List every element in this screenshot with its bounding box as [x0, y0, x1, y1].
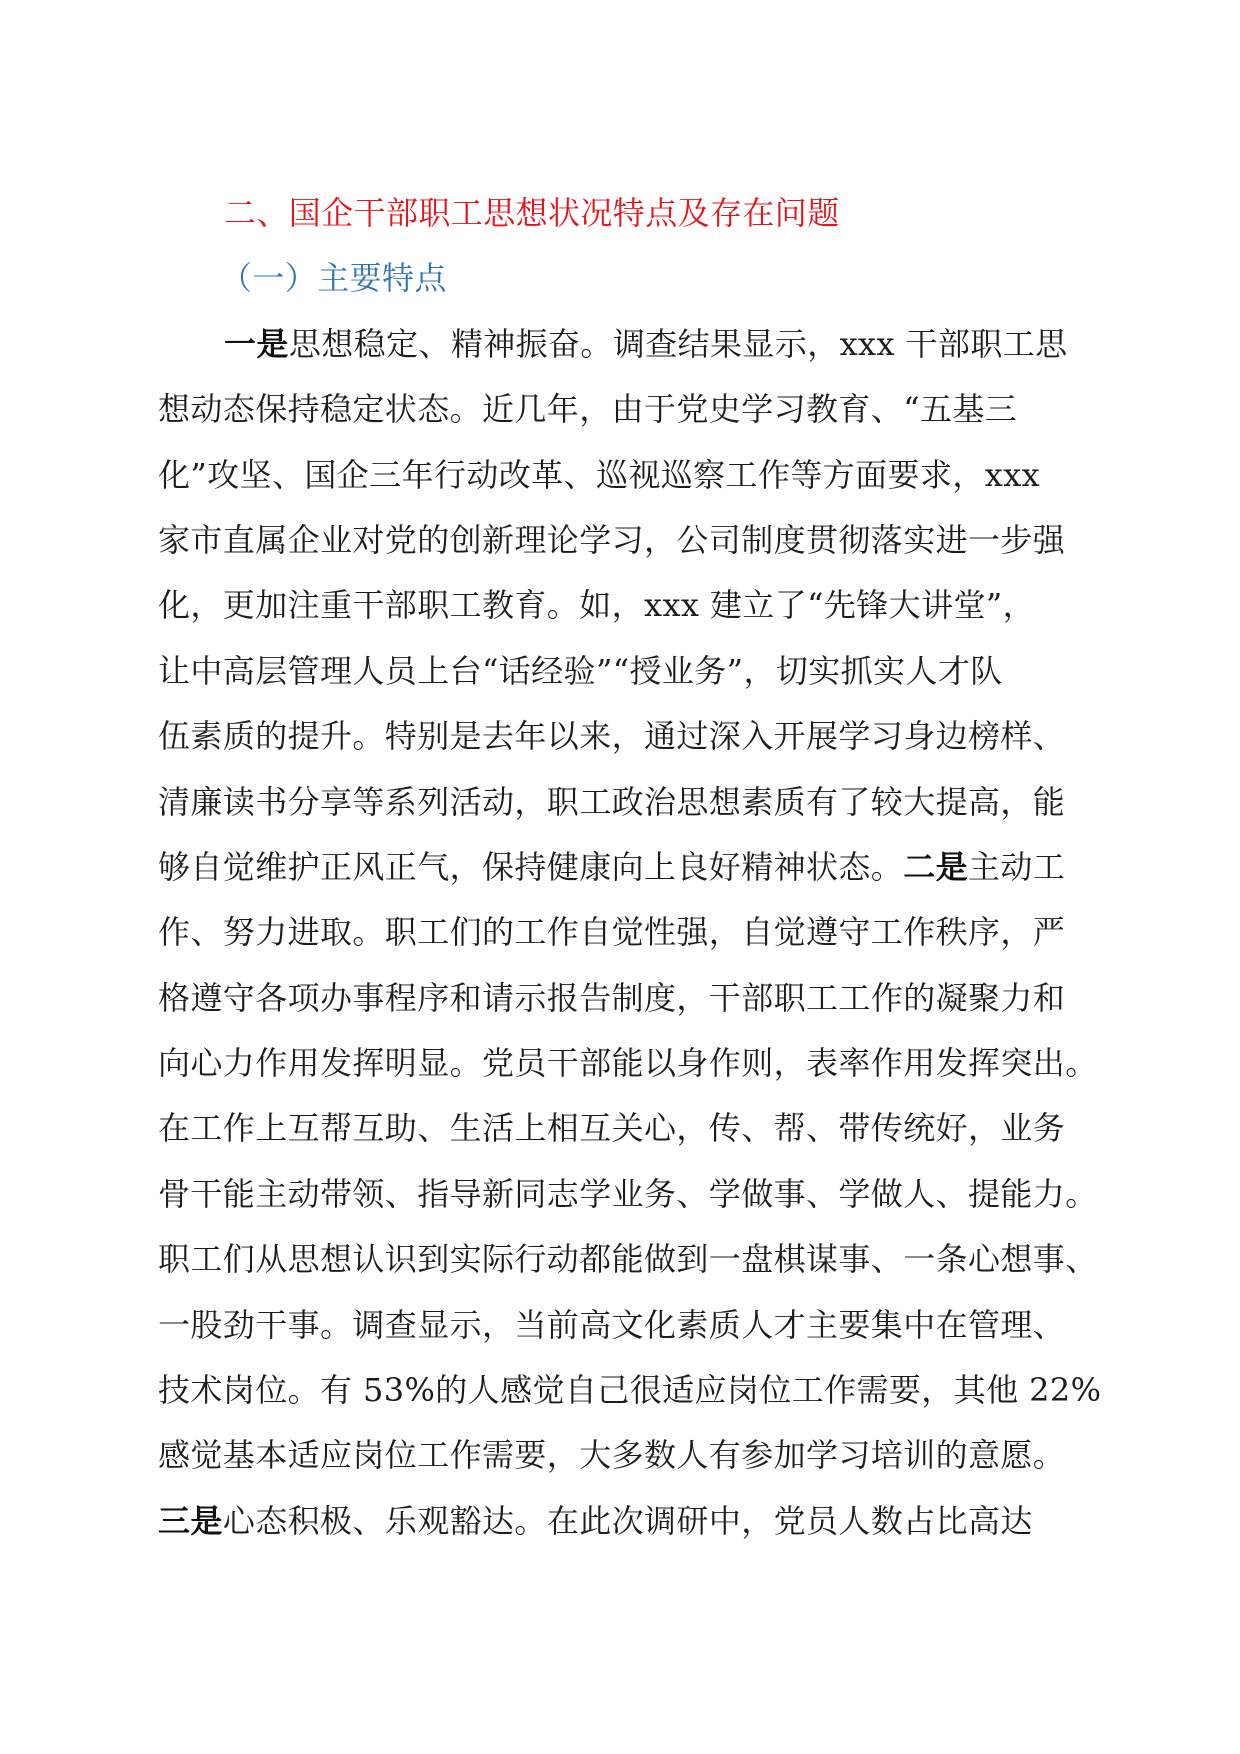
line-text: 格遵守各项办事程序和请示报告制度，干部职工工作的凝聚力和: [158, 978, 1066, 1017]
line-text: 家市直属企业对党的创新理论学习，公司制度贯彻落实进一步强: [158, 520, 1066, 559]
line-text: 向心力作用发挥明显。党员干部能以身作则，表率作用发挥突出。: [158, 1044, 1098, 1083]
body-line: [158, 1423, 1082, 1488]
document-body: [158, 181, 1102, 1554]
line-text: 感觉基本适应岗位工作需要，大多数人有参加学习培训的意愿。: [158, 1436, 1066, 1475]
line-text: 思想稳定、精神振奋。调查结果显示，xxx 干部职工思: [288, 324, 1068, 363]
line-text: 主动工: [968, 847, 1066, 886]
point-label: 一是: [224, 324, 289, 363]
line-text: 职工们从思想认识到实际行动都能做到一盘棋谋事、一条心想事、: [158, 1240, 1098, 1279]
body-line: [158, 966, 1082, 1031]
line-text: 在工作上互帮互助、生活上相互关心，传、帮、带传统好，业务: [158, 1109, 1066, 1148]
body-line: [158, 312, 1082, 377]
body-line: [158, 1293, 1082, 1358]
line-text: 一股劲干事。调查显示，当前高文化素质人才主要集中在管理、: [158, 1305, 1066, 1344]
line-text: 伍素质的提升。特别是去年以来，通过深入开展学习身边榜样、: [158, 717, 1066, 756]
line-text: 骨干能主动带领、指导新同志学业务、学做事、学做人、提能力。: [158, 1174, 1098, 1213]
line-text: 技术岗位。有 53%的人感觉自己很适应岗位工作需要，其他 22%: [158, 1371, 1102, 1410]
line-text: 清廉读书分享等系列活动，职工政治思想素质有了较大提高，能: [158, 782, 1066, 821]
body-line: [158, 1358, 1102, 1423]
line-text: 想动态保持稳定状态。近几年，由于党史学习教育、“五基三: [158, 390, 1018, 429]
body-line: [158, 1031, 1098, 1096]
body-line: [158, 1227, 1098, 1292]
point-label: 三是: [158, 1501, 223, 1540]
body-line: [158, 443, 1082, 508]
body-line: [158, 1489, 1082, 1554]
body-line: [158, 508, 1082, 573]
line-text: 心态积极、乐观豁达。在此次调研中，党员人数占比高达: [222, 1501, 1033, 1540]
body-line: [158, 835, 1082, 900]
subsection-heading: （一）主要特点: [220, 259, 447, 298]
body-line: [158, 573, 1082, 638]
body-line: [158, 704, 1082, 769]
body-line: [158, 770, 1082, 835]
body-line: [158, 639, 1082, 704]
line-text: 化”攻坚、国企三年行动改革、巡视巡察工作等方面要求，xxx: [158, 455, 1041, 494]
line-text: 让中高层管理人员上台“话经验”“授业务”，切实抓实人才队: [158, 651, 1003, 690]
line-text: 够自觉维护正风正气，保持健康向上良好精神状态。: [158, 847, 904, 886]
line-text: 化，更加注重干部职工教育。如，xxx 建立了“先锋大讲堂”，: [158, 586, 1036, 625]
body-line: [158, 1162, 1098, 1227]
body-line: [158, 900, 1082, 965]
body-line: [158, 1096, 1082, 1161]
point-label: 二是: [903, 847, 969, 886]
section-heading: 二、国企干部职工思想状况特点及存在问题: [224, 194, 840, 232]
body-line: [158, 377, 1082, 442]
line-text: 作、努力进取。职工们的工作自觉性强，自觉遵守工作秩序，严: [158, 913, 1066, 952]
